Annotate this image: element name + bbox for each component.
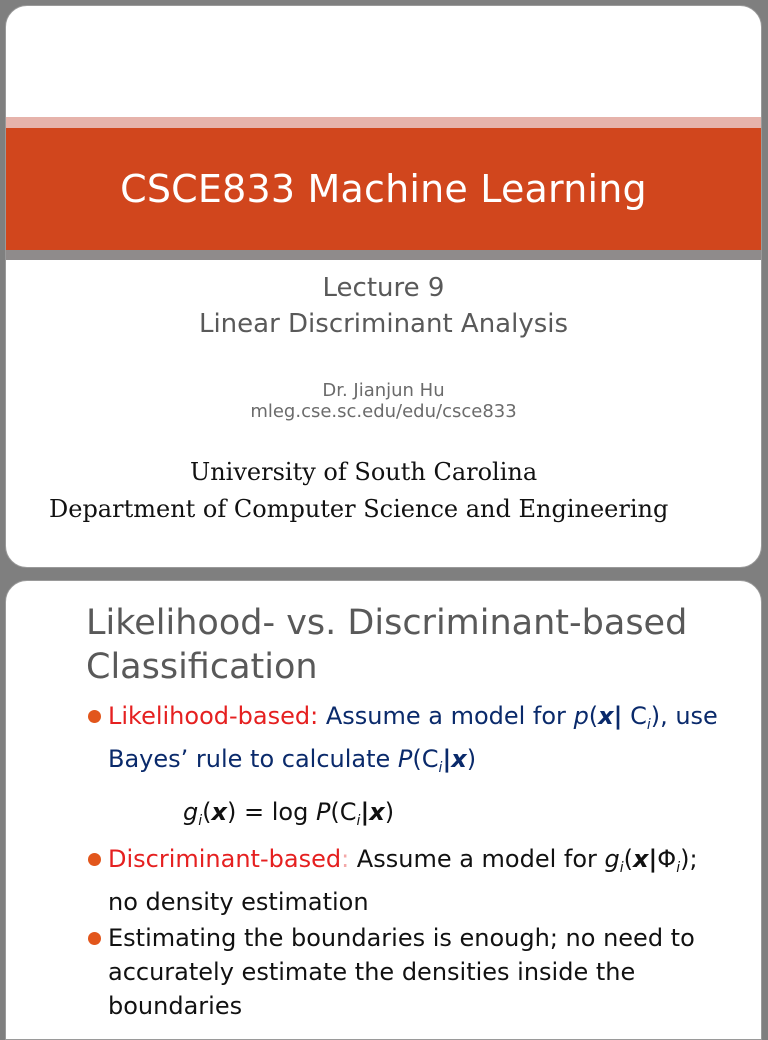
- title-band-bottom-stripe: [6, 250, 761, 260]
- author-name: Dr. Jianjun Hu: [322, 380, 445, 401]
- university-name: University of South Carolina: [190, 458, 538, 486]
- slide-title: CSCE833 Machine Learning: [120, 167, 647, 211]
- title-band-top-stripe: [6, 117, 761, 128]
- bullet-label: Likelihood-based:: [108, 702, 319, 730]
- course-url: mleg.cse.sc.edu/edu/csce833: [250, 401, 517, 422]
- lecture-topic: Linear Discriminant Analysis: [198, 309, 569, 339]
- affiliation-block: [6, 454, 761, 528]
- formula-likelihood: $g_i(x) = \log P(C_i|x)$: [183, 798, 395, 829]
- bullet-discriminant-based: Discriminant-based: Assume a model for $g_i(x|\Phi_i)$; no density estimation: [86, 842, 726, 919]
- bullet-label: Discriminant-based: [108, 845, 342, 873]
- title-band: [6, 128, 761, 250]
- author-block: [6, 380, 761, 422]
- content-slide: [5, 580, 762, 1040]
- slide-heading: Likelihood- vs. Discriminant-based Classification: [86, 603, 688, 687]
- bullet-list: [86, 699, 726, 1023]
- bullet-likelihood-based: Likelihood-based: Assume a model for p(x| $C_i$), use Bayes’ rule to calculate $P(C_i|x)$: [86, 699, 726, 785]
- title-slide: [5, 5, 762, 568]
- department-name: Department of Computer Science and Engineering: [49, 495, 669, 523]
- bullet-estimating-boundaries: Estimating the boundaries is enough; no need to accurately estimate the densities inside the boundaries: [86, 921, 726, 1023]
- lecture-number: Lecture 9: [322, 273, 445, 303]
- lecture-subtitle: [6, 270, 761, 342]
